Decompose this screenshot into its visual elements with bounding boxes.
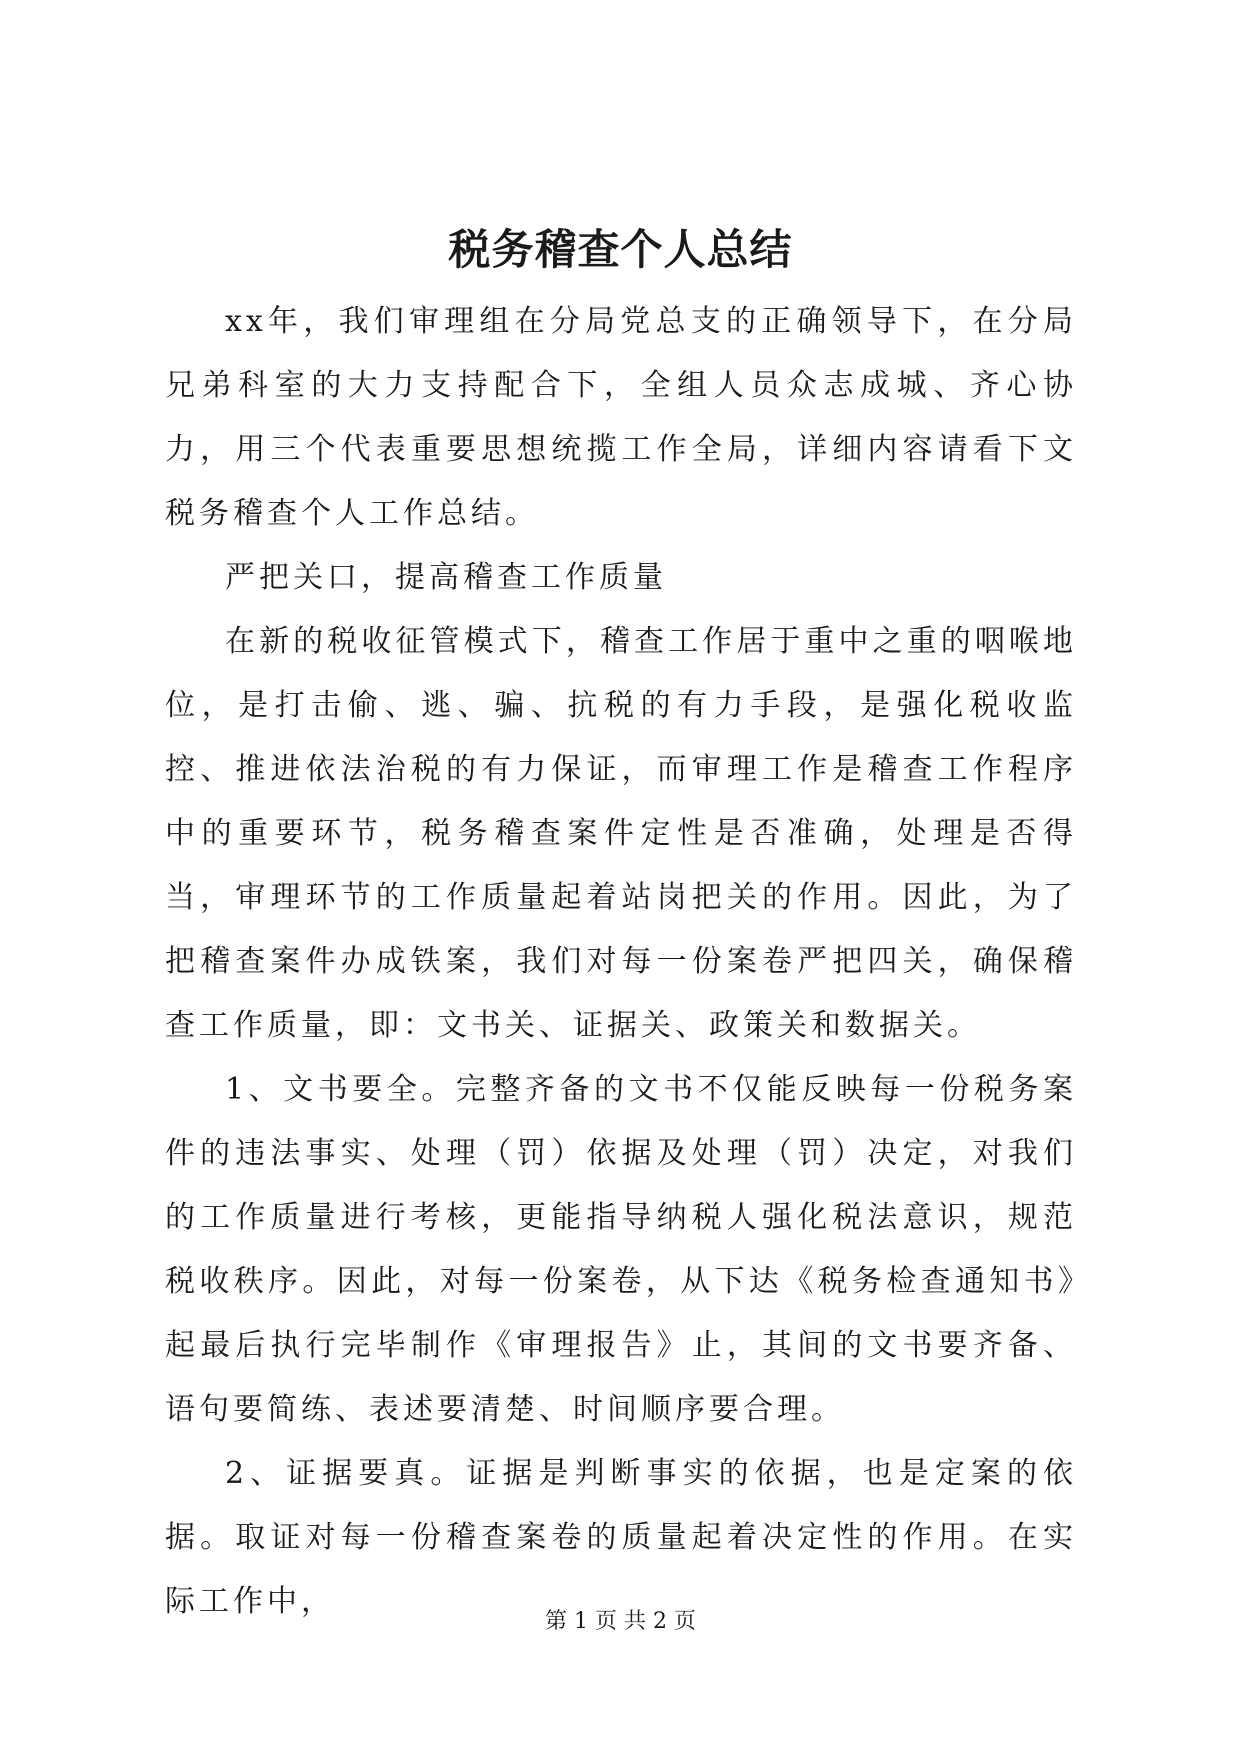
section-heading: 严把关口，提高稽查工作质量: [225, 560, 667, 595]
document-body: [165, 290, 1077, 1634]
paragraph-documents: 1、文书要全。完整齐备的文书不仅能反映每一份税务案件的违法事实、处理（罚）依据及处理（罚）决定，对我们的工作质量进行考核，更能指导纳税人强化税法意识，规范税收秩序。因此，对每一份案卷，从下达《税务检查通知书》起最后执行完毕制作《审理报告》止，其间的文书要齐备、语句要简练、表述要清楚、时间顺序要合理。: [165, 1072, 1077, 1427]
paragraph-audit-role: 在新的税收征管模式下，稽查工作居于重中之重的咽喉地位，是打击偷、逃、骗、抗税的有力手段，是强化税收监控、推进依法治税的有力保证，而审理工作是稽查工作程序中的重要环节，税务稽查案件定性是否准确，处理是否得当，审理环节的工作质量起着站岗把关的作用。因此，为了把稽查案件办成铁案，我们对每一份案卷严把四关，确保稽查工作质量，即：文书关、证据关、政策关和数据关。: [165, 624, 1077, 1043]
paragraph-evidence: 2、证据要真。证据是判断事实的依据，也是定案的依据。取证对每一份稽查案卷的质量起着决定性的作用。在实际工作中，: [165, 1456, 1077, 1619]
paragraph-intro: xx年，我们审理组在分局党总支的正确领导下，在分局兄弟科室的大力支持配合下，全组人员众志成城、齐心协力，用三个代表重要思想统揽工作全局，详细内容请看下文税务稽查个人工作总结。: [165, 304, 1077, 531]
page-number-footer: 第 1 页 共 2 页: [545, 1609, 696, 1634]
document-title: 税务稽查个人总结: [448, 225, 793, 274]
